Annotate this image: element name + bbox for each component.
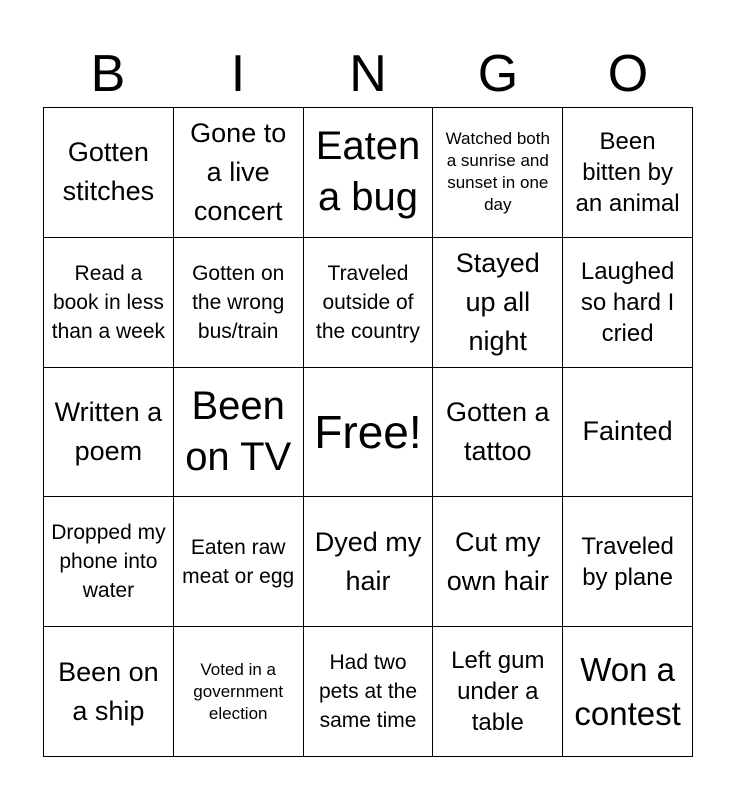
cell-text: Been on TV bbox=[185, 383, 292, 479]
bingo-cell[interactable] bbox=[44, 497, 174, 627]
header-letter-n: N bbox=[349, 45, 387, 103]
bingo-cell[interactable] bbox=[433, 627, 563, 757]
header-letter-b: B bbox=[90, 45, 126, 103]
header-letter-g: G bbox=[477, 45, 519, 103]
cell-text: Eaten a bug bbox=[315, 124, 421, 220]
bingo-cell[interactable] bbox=[563, 238, 693, 368]
bingo-cell[interactable] bbox=[563, 627, 693, 757]
bingo-cell[interactable] bbox=[44, 238, 174, 368]
cell-text: Eaten raw meat or egg bbox=[182, 535, 295, 588]
bingo-cell[interactable] bbox=[174, 497, 304, 627]
cell-text: Been on a ship bbox=[58, 656, 159, 726]
bingo-cell[interactable] bbox=[174, 627, 304, 757]
cell-text: Gotten stitches bbox=[62, 137, 155, 207]
cell-text: Dyed my hair bbox=[314, 526, 422, 596]
header-letter-o: O bbox=[607, 45, 649, 103]
cell-text: Voted in a government election bbox=[193, 659, 284, 723]
cell-text: Gotten a tattoo bbox=[446, 396, 550, 466]
cell-text: Fainted bbox=[582, 416, 673, 447]
cell-text: Cut my own hair bbox=[446, 526, 549, 596]
bingo-cell[interactable] bbox=[433, 238, 563, 368]
cell-text: Had two pets at the same time bbox=[318, 651, 418, 733]
cell-text: Dropped my phone into water bbox=[51, 521, 166, 603]
bingo-header bbox=[43, 42, 693, 106]
bingo-cell[interactable] bbox=[433, 108, 563, 238]
bingo-cell[interactable] bbox=[44, 368, 174, 498]
bingo-cell[interactable] bbox=[304, 627, 434, 757]
bingo-cell[interactable] bbox=[174, 108, 304, 238]
bingo-cell[interactable] bbox=[433, 497, 563, 627]
bingo-cell[interactable] bbox=[563, 368, 693, 498]
cell-text: Left gum under a table bbox=[451, 647, 545, 737]
bingo-cell[interactable] bbox=[563, 108, 693, 238]
bingo-cell[interactable] bbox=[174, 238, 304, 368]
cell-text: Read a book in less than a week bbox=[51, 261, 166, 343]
cell-text: Laughed so hard I cried bbox=[580, 257, 675, 347]
cell-text: Traveled outside of the country bbox=[316, 261, 420, 343]
bingo-cell[interactable] bbox=[174, 368, 304, 498]
bingo-board bbox=[43, 107, 693, 757]
bingo-cell[interactable] bbox=[563, 497, 693, 627]
free-space-text: Free! bbox=[314, 405, 422, 458]
cell-text: Been bitten by an animal bbox=[575, 127, 680, 217]
bingo-cell[interactable] bbox=[304, 238, 434, 368]
bingo-cell[interactable] bbox=[44, 108, 174, 238]
cell-text: Won a contest bbox=[574, 650, 681, 732]
cell-text: Watched both a sunrise and sunset in one day bbox=[445, 129, 550, 215]
cell-text: Gotten on the wrong bus/train bbox=[192, 261, 285, 343]
bingo-cell[interactable] bbox=[433, 368, 563, 498]
bingo-cell[interactable] bbox=[44, 627, 174, 757]
bingo-cell-free[interactable] bbox=[304, 368, 434, 498]
cell-text: Gone to a live concert bbox=[190, 117, 287, 226]
bingo-cell[interactable] bbox=[304, 108, 434, 238]
cell-text: Written a poem bbox=[54, 396, 163, 466]
cell-text: Stayed up all night bbox=[455, 247, 540, 356]
header-letter-i: I bbox=[230, 45, 246, 103]
cell-text: Traveled by plane bbox=[581, 532, 674, 591]
bingo-cell[interactable] bbox=[304, 497, 434, 627]
